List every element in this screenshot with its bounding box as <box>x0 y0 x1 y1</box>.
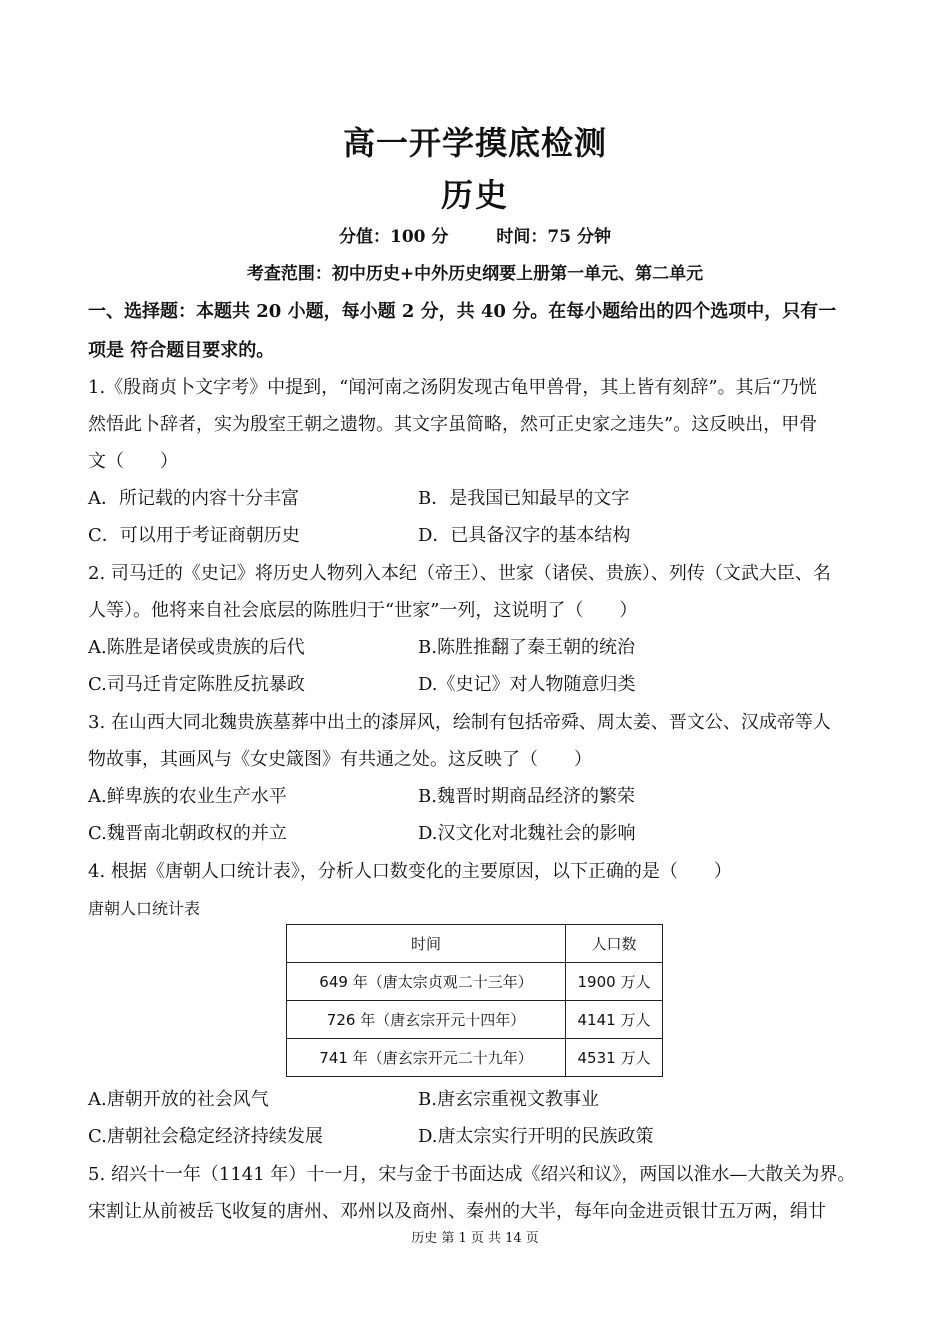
section-heading-line2: 项是 符合题目要求的。 <box>88 340 275 361</box>
question-4-line: 4. 根据《唐朝人口统计表》，分析人口数变化的主要原因，以下正确的是（ ） <box>88 861 732 882</box>
q2-option-d: D.《史记》对人物随意归类 <box>418 674 636 695</box>
page-footer: 历史 第 1 页 共 14 页 <box>411 1231 539 1246</box>
cell-population: 1900 万人 <box>566 963 663 1001</box>
q1-option-a: A．所记载的内容十分丰富 <box>88 488 299 509</box>
cell-time: 741 年（唐玄宗开元二十九年） <box>287 1039 566 1077</box>
header-population: 人口数 <box>566 925 663 963</box>
q4-option-d: D.唐太宗实行开明的民族政策 <box>418 1126 654 1147</box>
question-2-line: 2. 司马迁的《史记》将历史人物列入本纪（帝王）、世家（诸侯、贵族）、列传（文武大臣、名 <box>88 563 831 584</box>
exam-title: 高一开学摸底检测 <box>342 124 607 162</box>
cell-time: 649 年（唐太宗贞观二十三年） <box>287 963 566 1001</box>
cell-population: 4141 万人 <box>566 1001 663 1039</box>
q1-option-b: B．是我国已知最早的文字 <box>418 488 630 509</box>
question-2-line: 人等）。他将来自社会底层的陈胜归于“世家”一列，这说明了（ ） <box>88 600 638 621</box>
table-row <box>287 1039 663 1077</box>
cell-population: 4531 万人 <box>566 1039 663 1077</box>
q2-option-a: A.陈胜是诸侯或贵族的后代 <box>88 637 305 658</box>
q2-option-b: B.陈胜推翻了秦王朝的统治 <box>418 637 635 658</box>
question-1-line: 文（ ） <box>88 451 178 472</box>
question-1-line: 1.《殷商贞卜文字考》中提到，“闻河南之汤阴发现古龟甲兽骨，其上皆有刻辞”。其后“乃恍 <box>88 377 817 398</box>
question-1-line: 然悟此卜辞者，实为殷室王朝之遗物。其文字虽简略，然可正史家之违失”。这反映出，甲骨 <box>88 414 818 435</box>
question-3-line: 物故事，其画风与《女史箴图》有共通之处。这反映了（ ） <box>88 749 592 770</box>
table-caption: 唐朝人口统计表 <box>88 899 201 918</box>
q1-option-d: D．已具备汉字的基本结构 <box>418 525 631 546</box>
score-info: 分值：100 分 <box>339 227 449 247</box>
q4-option-a: A.唐朝开放的社会风气 <box>88 1089 269 1110</box>
question-3-line: 3. 在山西大同北魏贵族墓葬中出土的漆屏风，绘制有包括帝舜、周太姜、晋文公、汉成帝等人 <box>88 712 831 733</box>
q3-option-a: A.鲜卑族的农业生产水平 <box>88 786 287 807</box>
population-table <box>286 924 663 1077</box>
q4-option-b: B.唐玄宗重视文教事业 <box>418 1089 599 1110</box>
question-5-line: 5. 绍兴十一年（1141 年）十一月，宋与金于书面达成《绍兴和议》，两国以淮水—大散关为界。 <box>88 1164 856 1185</box>
exam-meta <box>0 222 950 247</box>
q1-option-c: C．可以用于考证商朝历史 <box>88 525 300 546</box>
q3-option-c: C.魏晋南北朝政权的并立 <box>88 823 287 844</box>
q3-option-d: D.汉文化对北魏社会的影响 <box>418 823 636 844</box>
subject-title: 历史 <box>440 176 509 214</box>
question-5-line: 宋割让从前被岳飞收复的唐州、邓州以及商州、秦州的大半，每年向金进贡银廿五万两，绢廿 <box>88 1201 826 1222</box>
cell-time: 726 年（唐玄宗开元十四年） <box>287 1001 566 1039</box>
table-row <box>287 1001 663 1039</box>
header-time: 时间 <box>287 925 566 963</box>
q4-option-c: C.唐朝社会稳定经济持续发展 <box>88 1126 323 1147</box>
q3-option-b: B.魏晋时期商品经济的繁荣 <box>418 786 635 807</box>
time-info: 时间：75 分钟 <box>496 227 611 247</box>
exam-scope: 考查范围：初中历史+中外历史纲要上册第一单元、第二单元 <box>246 264 704 284</box>
q2-option-c: C.司马迁肯定陈胜反抗暴政 <box>88 674 305 695</box>
table-row <box>287 963 663 1001</box>
section-heading-line1: 一、选择题：本题共 20 小题，每小题 2 分，共 40 分。在每小题给出的四个选项中，只有一 <box>88 301 837 322</box>
table-header-row <box>287 925 663 963</box>
